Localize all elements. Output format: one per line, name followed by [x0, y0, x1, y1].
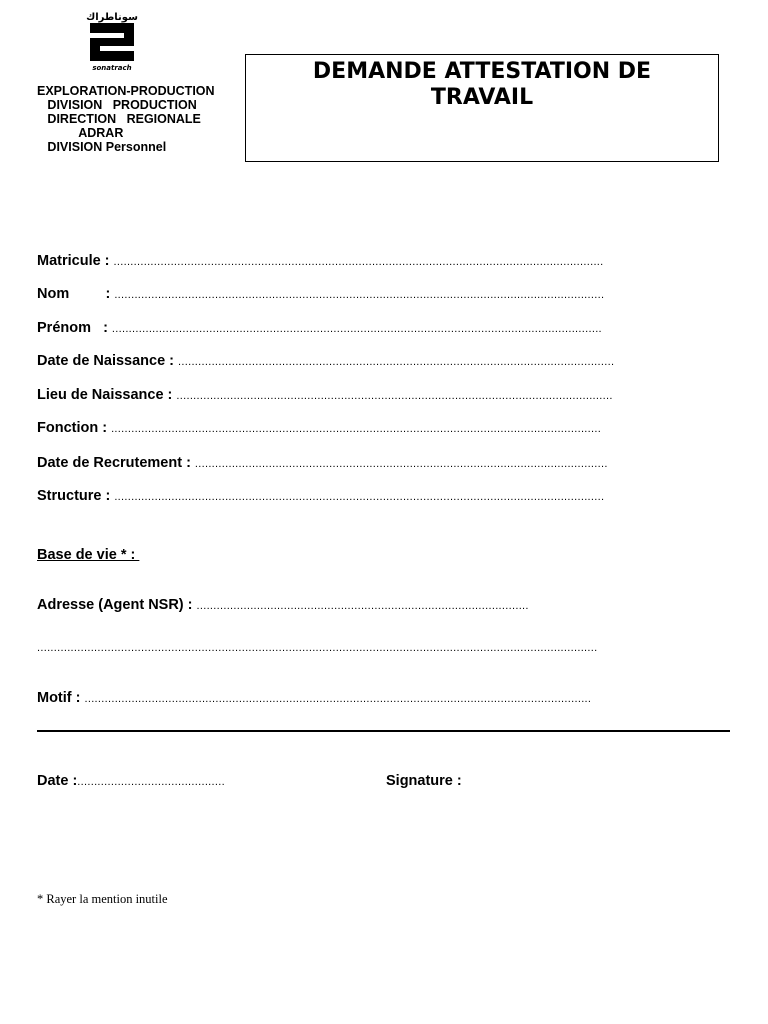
label-prenom: Prénom : [37, 320, 108, 336]
label-signature: Signature : [386, 773, 462, 789]
label-date-recrutement: Date de Recrutement : [37, 455, 191, 471]
field-matricule[interactable] [37, 253, 706, 269]
organization-header [37, 84, 237, 154]
field-prenom[interactable] [37, 320, 706, 336]
sonatrach-logo [85, 10, 139, 74]
label-adresse: Adresse (Agent NSR) : [37, 597, 193, 613]
label-base-de-vie: Base de vie * : [37, 547, 140, 563]
org-line-3: DIRECTION REGIONALE [37, 112, 201, 126]
fill-line-nom[interactable]: .................................................................................................................................................. [114, 289, 605, 301]
org-line-2: DIVISION PRODUCTION [37, 98, 197, 112]
field-signature[interactable] [386, 773, 462, 789]
fill-line-date-naissance[interactable]: .................................................................................................................................. [178, 356, 615, 368]
footnote: * Rayer la mention inutile [37, 892, 168, 906]
field-nom[interactable] [37, 286, 706, 302]
label-matricule: Matricule : [37, 253, 110, 269]
label-date: Date : [37, 773, 78, 789]
label-motif: Motif : [37, 690, 81, 706]
fill-line-date[interactable]: ............................................ [77, 776, 225, 788]
org-line-5: DIVISION Personnel [37, 140, 167, 154]
field-motif[interactable] [37, 690, 702, 706]
fill-line-date-recrutement[interactable]: ........................................................................................................................... [194, 458, 608, 470]
field-adresse[interactable] [37, 597, 597, 613]
field-structure[interactable] [37, 488, 706, 504]
title-box [245, 54, 719, 162]
svg-text:سوناطراك: سوناطراك [86, 12, 138, 23]
fill-line-fonction[interactable]: .................................................................................................................................................. [111, 423, 602, 435]
separator-line [37, 730, 730, 732]
fill-line-lieu-naissance[interactable]: .................................................................................................................................. [176, 390, 613, 402]
field-lieu-naissance[interactable] [37, 387, 704, 403]
field-adresse-line-2[interactable] [37, 642, 713, 654]
fill-line-prenom[interactable]: .................................................................................................................................................. [111, 323, 602, 335]
field-fonction[interactable] [37, 420, 703, 436]
fill-line-motif[interactable]: ....................................................................................................................................................... [84, 693, 592, 705]
label-structure: Structure : [37, 488, 111, 504]
field-date-naissance[interactable] [37, 353, 706, 369]
svg-text:sonatrach: sonatrach [92, 64, 132, 72]
org-line-1: EXPLORATION-PRODUCTION [37, 84, 215, 98]
org-line-4: ADRAR [37, 126, 124, 140]
field-date[interactable] [37, 773, 257, 789]
fill-line-matricule[interactable]: .................................................................................................................................................. [113, 256, 604, 268]
fill-line-adresse-2[interactable]: ....................................................................................................................................................................... [37, 642, 598, 654]
fill-line-structure[interactable]: .................................................................................................................................................. [114, 491, 605, 503]
document-title: DEMANDE ATTESTATION DE TRAVAIL [312, 59, 652, 110]
label-lieu-naissance: Lieu de Naissance : [37, 387, 173, 403]
fill-line-adresse[interactable]: ................................................................................................... [196, 600, 529, 612]
label-date-naissance: Date de Naissance : [37, 353, 175, 369]
label-fonction: Fonction : [37, 420, 108, 436]
label-nom: Nom : [37, 286, 111, 302]
field-date-recrutement[interactable] [37, 455, 697, 471]
